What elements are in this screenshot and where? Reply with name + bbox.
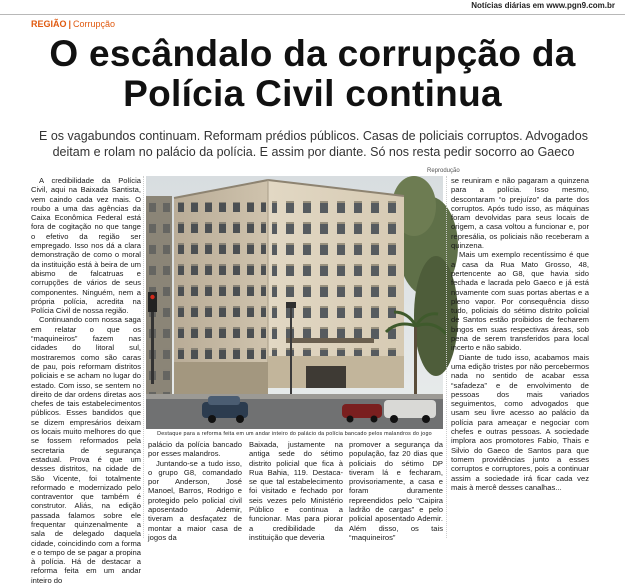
deck-subheadline: E os vagabundos continuam. Reformam prédios públicos. Casas de policiais corruptos. Advogados deitam e rolam no palácio da polícia. E assim por diante. Só nos resta pedir socorro ao Gaeco <box>39 129 588 159</box>
paragraph: Continuando com nossa saga em relatar o que os “maquineiros” fazem nas cidades do litoral sul, mostraremos como são caras de pau, pois reformam distritos policiais e se acham no lugar do estado. Com isso, se sentem no direito de dar ordens diretas aos chefes de tais estabelecimentos públicos. Esses bandidos que se dizem empresários deixam os locais muito melhores do que se fossem reformados pela secretaria de segurança estadual. Prova é que um desses distritos, na cidade de São Vicente, foi totalmente reformado e modernizado pelo contraventor que também é construtor. Aliás, na edição passada falamos sobre ele frequentar quinzenalmente a sala de delegado daquela cidade, coincidindo com a forma e o tempo de se pagar a propina à polícia. Há de destacar a reforma feita em um andar inteiro do <box>31 315 141 585</box>
headline <box>0 34 625 114</box>
photo-credit: Reprodução <box>427 168 460 174</box>
paragraph: Mais um exemplo recentíssimo é que a casa da Rua Mato Grosso, 48, pertencente ao G8, que havia sido fechada e lacrada pelo Gaeco e já está novamente com suas portas abertas e a pleno vapor. Por consequência disso tudo, policiais do sétimo distrito policial de Santos estão proibidos de fecharem bingos em suas respectivas áreas, sob pena de serem transferidos para local incerto e não sabido. <box>451 250 589 353</box>
paragraph: palácio da polícia bancado por esses malandros. <box>148 440 242 459</box>
photo-caption: Destaque para a reforma feita em um andar inteiro do palácio da polícia bancado pelos malandros do jogo <box>157 431 432 437</box>
column-left <box>31 176 141 585</box>
section-separator: | <box>68 19 72 29</box>
column-divider <box>446 176 447 538</box>
column-middle-2 <box>249 440 343 542</box>
paragraph: se reuniram e não pagaram a quinzena para a polícia. Isso mesmo, descontaram “o prejuízo” da parte dos corruptos. Após tudo isso, as máquinas foram devolvidas para seus locais de origem, a casa voltou a funcionar e, por represália, os policiais não receberam a quinzena. <box>451 176 589 251</box>
headline-line-2: Polícia Civil continua <box>123 73 502 114</box>
paragraph: Juntando-se a tudo isso, o grupo G8, comandado por Anderson, José Manoel, Barros, Rodrigo e protegido pelo policial civil aposentado Ademir, tiveram a desfaçatez de montar a maior casa de jogos da <box>148 458 242 542</box>
building-illustration <box>146 176 443 429</box>
column-divider <box>143 176 144 538</box>
building-photo <box>146 176 443 429</box>
section-label <box>31 19 115 29</box>
section-region: REGIÃO <box>31 19 67 29</box>
paragraph: A credibilidade da Polícia Civil, aqui na Baixada Santista, vem caindo cada vez mais. O roubo a uma das agências da Caixa Econômica Federal está fora de cogitação no que tange o efetivo da região ser empregado. Isso nos dá a clara demonstração de como o moral da instituição está à beira de um abismo de falcatruas e corrupções de vários de seus componentes. Ninguém, nem a própria polícia, acredita na Polícia Civil de nossa região. <box>31 176 141 316</box>
paragraph: Diante de tudo isso, acabamos mais uma edição tristes por não percebermos nada no sentido de acabar essa “safadeza” e de envolvimento de pessoas dos mais variados seguimentos, como advogados que usam seu livre acesso ao palácio da polícia para ameaçar e negociar com chefes e outras pessoas. A sociedade implora aos promotores Fabio, Thais e Silvio do Gaeco de Santos para que tomem providências junto a esses corruptos e corruptores, pois a continuar assim a sociedade irá ficar cada vez mais à mercê desses canalhas... <box>451 352 589 492</box>
top-bar <box>0 0 625 15</box>
column-middle-1 <box>148 440 242 542</box>
paragraph: promover a segurança da população, faz 20 dias que policiais do sétimo DP tiveram lá e fecharam, provisoriamente, a casa e foram duramente repreendidos pelo “Caipira ladrão de cargas” e pelo policial aposentado Ademir. Além disso, os tais “maquineiros” <box>349 440 443 542</box>
masthead-text: Notícias diárias em www.pgn9.com.br <box>471 1 615 10</box>
column-right <box>451 176 589 538</box>
column-middle-3 <box>349 440 443 542</box>
paragraph: Baixada, justamente na antiga sede do sétimo distrito policial que fica à Rua Bahia, 119. Destaca-se que tal estabelecimento foi visitado e fechado por seis vezes pelo Ministério Público e continua a funcionar. Mas para piorar a credibilidade da instituição que deveria <box>249 440 343 542</box>
headline-line-1: O escândalo da corrupção da <box>49 33 576 74</box>
section-category[interactable]: Corrupção <box>73 19 116 29</box>
